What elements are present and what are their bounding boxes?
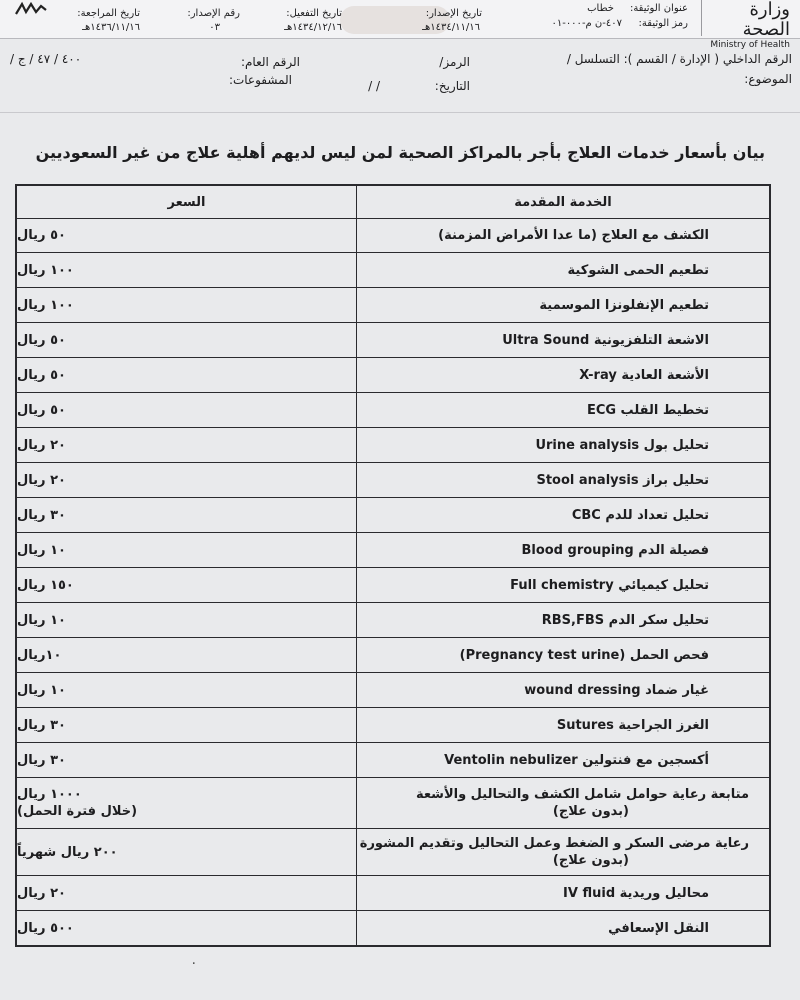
service-name: تحليل سكر الدم RBS,FBS <box>541 612 709 628</box>
doc-title-label: عنوان الوثيقة: <box>629 3 688 14</box>
doc-title-value: خطاب <box>587 3 614 14</box>
price-cell <box>17 219 357 252</box>
service-name: النقل الإسعافي <box>608 920 709 936</box>
table-row <box>17 252 769 287</box>
ministry-name-ar: وزارة الصحة <box>742 0 790 40</box>
service-cell <box>357 533 769 567</box>
service-cell <box>357 393 769 427</box>
price-value: ٢٠ ريال <box>17 472 66 488</box>
price-value: ٢٠ ريال <box>17 885 66 901</box>
service-name: الكشف مع العلاج (ما عدا الأمراض المزمنة) <box>438 228 709 243</box>
service-name: الأشعة العادية X-ray <box>579 367 709 383</box>
price-cell <box>17 911 357 945</box>
table-row <box>17 637 769 672</box>
price-cell <box>17 358 357 392</box>
service-name: رعاية مرضى السكر و الضغط وعمل التحاليل وتقديم المشورة <box>359 836 749 851</box>
service-cell <box>357 358 769 392</box>
doc-code-value: ٤٠٧-ن م-٠٠٠-٠١ <box>551 18 622 29</box>
table-row <box>17 218 769 252</box>
subject-field: الموضوع: <box>744 72 792 86</box>
symbol-field: الرمز/ <box>439 55 470 69</box>
service-name: فصيلة الدم Blood grouping <box>521 542 709 558</box>
price-cell <box>17 673 357 707</box>
price-cell <box>17 393 357 427</box>
price-cell <box>17 778 357 828</box>
table-row <box>17 427 769 462</box>
price-value: ٥٠٠ ريال <box>17 920 74 936</box>
service-cell <box>357 673 769 707</box>
service-cell <box>357 428 769 462</box>
ministry-name-en: Ministry of Health <box>710 40 790 50</box>
price-value: ١٠ ريال <box>17 612 66 628</box>
table-row <box>17 567 769 602</box>
document-header <box>0 0 800 50</box>
attachments-field: المشفوعات: <box>228 73 292 87</box>
table-row <box>17 672 769 707</box>
price-cell <box>17 568 357 602</box>
price-value: ٥٠ ريال <box>17 402 66 418</box>
service-cell <box>357 743 769 777</box>
service-name: الغرز الجراحية Sutures <box>556 717 709 733</box>
price-value: ١٠٠ ريال <box>17 297 74 313</box>
column-header-service: الخدمة المقدمة <box>514 194 612 210</box>
service-cell <box>357 638 769 672</box>
service-name: غيار ضماد wound dressing <box>524 682 709 698</box>
price-value: ١٥٠ ريال <box>17 577 74 593</box>
price-value: ١٠٠ ريال <box>17 262 74 278</box>
price-note: (خلال فترة الحمل) <box>17 804 138 819</box>
signature-mark <box>14 0 48 20</box>
price-cell <box>17 533 357 567</box>
service-name: تطعيم الإنفلونزا الموسمية <box>539 297 709 313</box>
page-mark: ٠ <box>190 955 198 971</box>
page-title: بيان بأسعار خدمات العلاج بأجر بالمراكز الصحية لمن ليس لديهم أهلية علاج من غير السعوديين <box>35 143 765 162</box>
doc-code-label: رمز الوثيقة: <box>638 18 688 29</box>
date-field: التاريخ: <box>434 79 470 93</box>
issue-no-value: ٠٣ <box>209 22 220 33</box>
price-value: ٣٠ ريال <box>17 717 66 733</box>
reference-code: / ٤٠٠ / ٤٧ / ج <box>10 52 82 66</box>
column-header-price: السعر <box>17 186 357 218</box>
activation-date-value: ١٤٣٤/١٢/١٦هـ <box>284 22 342 33</box>
service-cell <box>357 876 769 910</box>
price-cell <box>17 498 357 532</box>
service-cell <box>357 219 769 252</box>
service-cell <box>357 253 769 287</box>
header-divider <box>0 112 800 113</box>
price-value: ٢٠ ريال <box>17 437 66 453</box>
table-row <box>17 287 769 322</box>
table-row <box>17 707 769 742</box>
service-name: تحليل تعداد للدم CBC <box>571 507 709 523</box>
service-note: (بدون علاج) <box>552 853 629 868</box>
price-value: ١٠٠٠ ريال <box>17 787 82 802</box>
table-row <box>17 462 769 497</box>
price-cell <box>17 876 357 910</box>
service-name: أكسجين مع فنتولين Ventolin nebulizer <box>444 752 709 768</box>
table-row <box>17 322 769 357</box>
table-row <box>17 742 769 777</box>
service-cell <box>357 708 769 742</box>
service-name: تخطيط القلب ECG <box>586 402 709 418</box>
service-cell <box>357 323 769 357</box>
price-value: ٥٠ ريال <box>17 228 66 243</box>
service-name: الاشعة التلفزيونية Ultra Sound <box>502 332 709 348</box>
service-note: (بدون علاج) <box>552 804 629 819</box>
review-date-label: تاريخ المراجعة: <box>77 8 140 19</box>
table-row <box>17 602 769 637</box>
service-cell <box>357 829 769 875</box>
issue-date-value: ١٤٣٤/١١/١٦هـ <box>422 22 480 33</box>
table-row <box>17 392 769 427</box>
price-cell <box>17 829 357 875</box>
service-cell <box>357 288 769 322</box>
price-cell <box>17 253 357 287</box>
price-cell <box>17 463 357 497</box>
service-cell <box>357 568 769 602</box>
general-number: الرقم العام: <box>240 55 300 69</box>
service-name: تحليل كيميائي Full chemistry <box>510 577 709 593</box>
ministry-logo <box>701 0 794 50</box>
price-cell <box>17 708 357 742</box>
service-cell <box>357 778 769 828</box>
activation-date-label: تاريخ التفعيل: <box>286 8 342 19</box>
price-value: ٥٠ ريال <box>17 332 66 348</box>
service-name: تحليل براز Stool analysis <box>536 472 709 488</box>
price-value: ١٠ ريال <box>17 542 66 558</box>
price-value: ٣٠ ريال <box>17 752 66 768</box>
price-cell <box>17 428 357 462</box>
price-value: ١٠ ريال <box>17 682 66 698</box>
internal-number: الرقم الداخلي ( الإدارة / القسم ): التسلسل / <box>566 52 792 66</box>
price-value: ١٠ريال <box>17 647 62 663</box>
service-name: فحص الحمل (Pregnancy test urine) <box>459 647 709 663</box>
review-date-value: ١٤٣٦/١١/١٦هـ <box>82 22 140 33</box>
table-header-row <box>17 186 769 218</box>
issue-date-label: تاريخ الإصدار: <box>425 8 482 19</box>
price-table <box>15 184 771 947</box>
price-value: ٣٠ ريال <box>17 507 66 523</box>
issue-no-label: رقم الإصدار: <box>187 8 240 19</box>
price-value: ٥٠ ريال <box>17 367 66 383</box>
service-name: تطعيم الحمى الشوكية <box>567 262 709 278</box>
price-cell <box>17 603 357 637</box>
table-row <box>17 497 769 532</box>
table-row <box>17 777 769 828</box>
service-name: متابعة رعاية حوامل شامل الكشف والتحاليل والأشعة <box>415 787 749 802</box>
table-row <box>17 532 769 567</box>
table-row <box>17 357 769 392</box>
table-row <box>17 910 769 945</box>
price-value: ٢٠٠ ريال شهرياً <box>17 844 118 860</box>
service-cell <box>357 463 769 497</box>
table-row <box>17 828 769 875</box>
price-cell <box>17 323 357 357</box>
date-slashes: / / <box>368 79 380 93</box>
service-cell <box>357 911 769 945</box>
service-cell <box>357 498 769 532</box>
price-cell <box>17 638 357 672</box>
service-name: محاليل وريدية IV fluid <box>563 885 709 901</box>
price-cell <box>17 288 357 322</box>
price-cell <box>17 743 357 777</box>
service-name: تحليل بول Urine analysis <box>535 437 709 453</box>
table-row <box>17 875 769 910</box>
service-cell <box>357 603 769 637</box>
